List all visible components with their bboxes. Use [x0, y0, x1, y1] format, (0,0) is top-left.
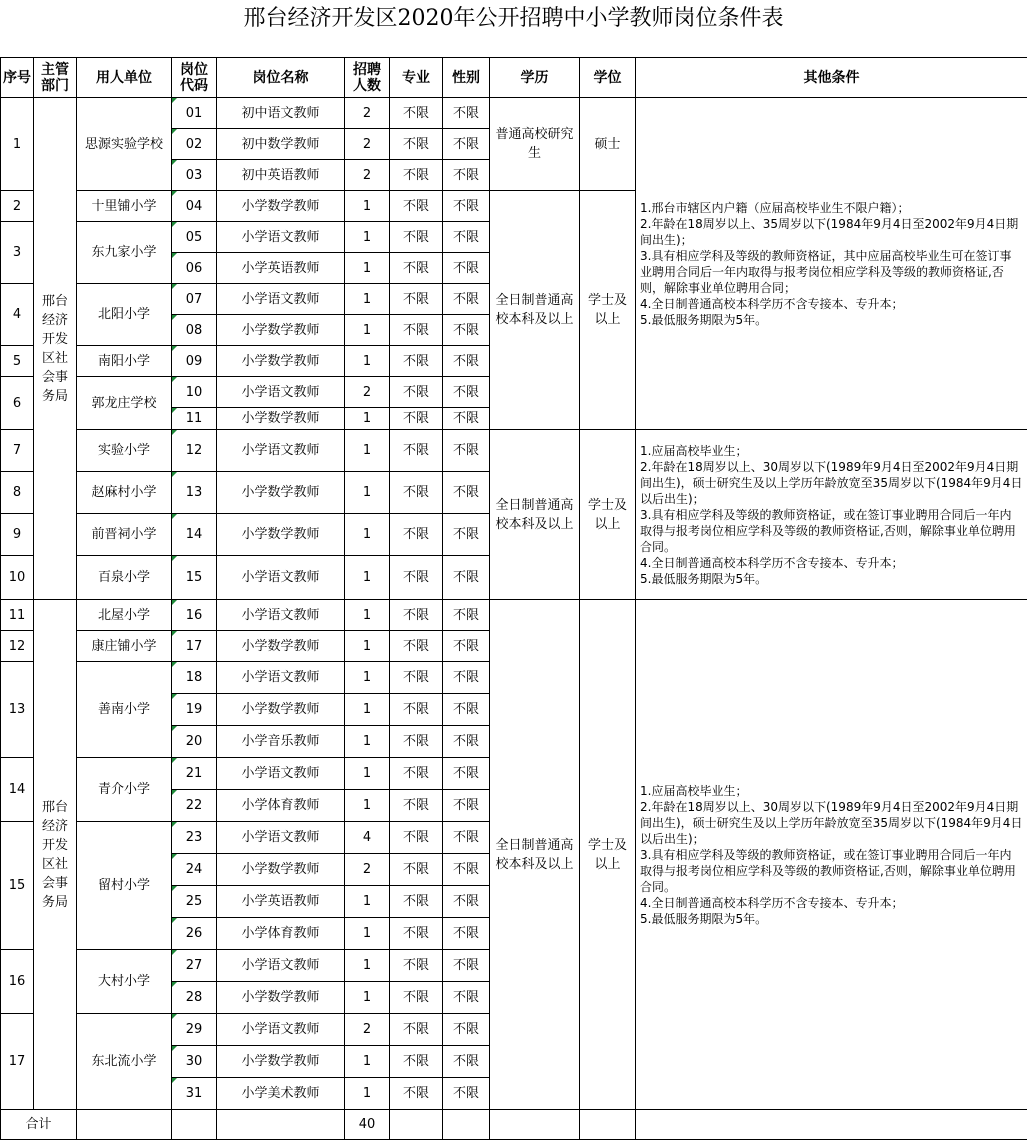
post-gender: 不限 [443, 408, 490, 430]
post-title: 小学数学教师 [217, 472, 345, 514]
post-major: 不限 [390, 1014, 443, 1046]
post-title: 小学体育教师 [217, 790, 345, 822]
header-other: 其他条件 [636, 58, 1027, 98]
post-count: 1 [345, 472, 390, 514]
unit-name: 思源实验学校 [77, 98, 172, 191]
post-title: 小学语文教师 [217, 284, 345, 315]
post-major: 不限 [390, 129, 443, 160]
post-title: 小学体育教师 [217, 918, 345, 950]
dept-name: 邢台经济开发区社会事务局 [34, 98, 77, 600]
unit-name: 十里铺小学 [77, 191, 172, 222]
unit-name: 百泉小学 [77, 556, 172, 600]
condition-line: 1.应届高校毕业生； [640, 443, 748, 458]
post-major: 不限 [390, 726, 443, 758]
post-count: 1 [345, 886, 390, 918]
post-gender: 不限 [443, 191, 490, 222]
condition-line: 4.全日制普通高校本科学历不含专接本、专升本； [640, 296, 904, 311]
post-gender: 不限 [443, 758, 490, 790]
condition-line: 2.年龄在18周岁以上、35周岁以下(1984年9月4日至2002年9月4日期间出生)； [640, 216, 1019, 247]
unit-name: 善南小学 [77, 662, 172, 758]
post-gender: 不限 [443, 790, 490, 822]
post-gender: 不限 [443, 222, 490, 253]
unit-name: 康庄铺小学 [77, 631, 172, 662]
post-title: 小学数学教师 [217, 854, 345, 886]
unit-seq: 16 [1, 950, 34, 1014]
post-count: 2 [345, 1014, 390, 1046]
post-code: 13 [172, 472, 217, 514]
post-count: 1 [345, 1078, 390, 1110]
post-code: 30 [172, 1046, 217, 1078]
group-education: 全日制普通高校本科及以上 [490, 430, 580, 600]
post-count: 1 [345, 662, 390, 694]
post-code: 09 [172, 346, 217, 377]
post-title: 小学语文教师 [217, 822, 345, 854]
total-empty [443, 1110, 490, 1140]
post-major: 不限 [390, 222, 443, 253]
post-title: 小学音乐教师 [217, 726, 345, 758]
post-major: 不限 [390, 662, 443, 694]
post-major: 不限 [390, 408, 443, 430]
post-title: 小学语文教师 [217, 758, 345, 790]
post-count: 1 [345, 726, 390, 758]
post-code: 06 [172, 253, 217, 284]
post-major: 不限 [390, 854, 443, 886]
condition-line: 3.具有相应学科及等级的教师资格证，或在签订事业聘用合同后一年内取得与报考岗位相应学科及等级的教师资格证,否则，解除事业单位聘用合同。 [640, 507, 1016, 554]
post-code: 05 [172, 222, 217, 253]
unit-name: 北阳小学 [77, 284, 172, 346]
table-row [1, 430, 1027, 472]
unit-seq: 8 [1, 472, 34, 514]
recruitment-table [0, 57, 1027, 1140]
unit-name: 大村小学 [77, 950, 172, 1014]
other-conditions [636, 98, 1027, 430]
post-code: 27 [172, 950, 217, 982]
post-code: 23 [172, 822, 217, 854]
post-title: 小学数学教师 [217, 408, 345, 430]
post-count: 1 [345, 600, 390, 631]
unit-seq: 12 [1, 631, 34, 662]
post-gender: 不限 [443, 631, 490, 662]
total-empty [636, 1110, 1027, 1140]
post-code: 02 [172, 129, 217, 160]
post-code: 01 [172, 98, 217, 129]
post-code: 28 [172, 982, 217, 1014]
post-code: 15 [172, 556, 217, 600]
post-major: 不限 [390, 472, 443, 514]
post-gender: 不限 [443, 98, 490, 129]
post-code: 14 [172, 514, 217, 556]
post-title: 小学语文教师 [217, 662, 345, 694]
post-count: 1 [345, 430, 390, 472]
header-dept: 主管部门 [34, 58, 77, 98]
header-seq: 序号 [1, 58, 34, 98]
post-gender: 不限 [443, 430, 490, 472]
post-gender: 不限 [443, 918, 490, 950]
post-gender: 不限 [443, 600, 490, 631]
post-title: 初中语文教师 [217, 98, 345, 129]
header-gender: 性别 [443, 58, 490, 98]
unit-name: 留村小学 [77, 822, 172, 950]
post-major: 不限 [390, 160, 443, 191]
post-gender: 不限 [443, 160, 490, 191]
post-title: 小学语文教师 [217, 222, 345, 253]
post-title: 小学英语教师 [217, 886, 345, 918]
condition-line: 2.年龄在18周岁以上、30周岁以下(1989年9月4日至2002年9月4日期间出生)，硕士研究生及以上学历年龄放宽至35周岁以下(1984年9月4日以后出生)； [640, 459, 1023, 506]
unit-name: 实验小学 [77, 430, 172, 472]
post-code: 04 [172, 191, 217, 222]
table-row [1, 98, 1027, 129]
total-empty [490, 1110, 580, 1140]
other-conditions [636, 600, 1027, 1110]
other-conditions [636, 430, 1027, 600]
group-education: 全日制普通高校本科及以上 [490, 191, 580, 430]
post-title: 小学语文教师 [217, 430, 345, 472]
total-empty [217, 1110, 345, 1140]
post-title: 小学数学教师 [217, 694, 345, 726]
post-title: 小学数学教师 [217, 514, 345, 556]
unit-name: 南阳小学 [77, 346, 172, 377]
group-degree: 硕士 [580, 98, 636, 191]
post-count: 1 [345, 694, 390, 726]
post-major: 不限 [390, 253, 443, 284]
total-row [1, 1110, 1027, 1140]
unit-name: 前晋祠小学 [77, 514, 172, 556]
condition-line: 3.具有相应学科及等级的教师资格证，或在签订事业聘用合同后一年内取得与报考岗位相应学科及等级的教师资格证,否则，解除事业单位聘用合同。 [640, 847, 1016, 894]
table-body [1, 98, 1027, 1110]
total-empty [390, 1110, 443, 1140]
unit-name: 东北流小学 [77, 1014, 172, 1110]
post-gender: 不限 [443, 726, 490, 758]
unit-seq: 10 [1, 556, 34, 600]
post-count: 2 [345, 854, 390, 886]
condition-line: 5.最低服务期限为5年。 [640, 911, 768, 926]
unit-name: 北屋小学 [77, 600, 172, 631]
post-count: 1 [345, 556, 390, 600]
unit-seq: 4 [1, 284, 34, 346]
post-gender: 不限 [443, 1078, 490, 1110]
post-code: 18 [172, 662, 217, 694]
post-title: 小学语文教师 [217, 556, 345, 600]
post-gender: 不限 [443, 377, 490, 408]
header-count: 招聘人数 [345, 58, 390, 98]
post-major: 不限 [390, 982, 443, 1014]
post-code: 08 [172, 315, 217, 346]
post-major: 不限 [390, 1078, 443, 1110]
condition-line: 5.最低服务期限为5年。 [640, 571, 768, 586]
post-count: 1 [345, 758, 390, 790]
post-code: 12 [172, 430, 217, 472]
group-degree: 学士及以上 [580, 600, 636, 1110]
post-gender: 不限 [443, 1046, 490, 1078]
group-degree: 学士及以上 [580, 191, 636, 430]
post-code: 10 [172, 377, 217, 408]
post-count: 4 [345, 822, 390, 854]
unit-seq: 13 [1, 662, 34, 758]
unit-seq: 15 [1, 822, 34, 950]
total-label: 合计 [1, 1110, 77, 1140]
post-major: 不限 [390, 790, 443, 822]
post-gender: 不限 [443, 129, 490, 160]
post-major: 不限 [390, 822, 443, 854]
post-code: 21 [172, 758, 217, 790]
header-major: 专业 [390, 58, 443, 98]
post-gender: 不限 [443, 472, 490, 514]
post-gender: 不限 [443, 346, 490, 377]
condition-line: 4.全日制普通高校本科学历不含专接本、专升本； [640, 895, 904, 910]
post-count: 1 [345, 982, 390, 1014]
post-count: 1 [345, 191, 390, 222]
unit-seq: 17 [1, 1014, 34, 1110]
post-gender: 不限 [443, 315, 490, 346]
post-code: 16 [172, 600, 217, 631]
unit-name: 赵麻村小学 [77, 472, 172, 514]
post-gender: 不限 [443, 854, 490, 886]
post-gender: 不限 [443, 694, 490, 726]
post-gender: 不限 [443, 514, 490, 556]
unit-name: 青介小学 [77, 758, 172, 822]
post-title: 小学语文教师 [217, 377, 345, 408]
condition-line: 3.具有相应学科及等级的教师资格证，其中应届高校毕业生可在签订事业聘用合同后一年内取得与报考岗位相应学科及等级的教师资格证,否则，解除事业单位聘用合同； [640, 248, 1012, 295]
unit-seq: 11 [1, 600, 34, 631]
post-major: 不限 [390, 346, 443, 377]
unit-seq: 3 [1, 222, 34, 284]
post-title: 初中英语教师 [217, 160, 345, 191]
unit-seq: 6 [1, 377, 34, 430]
post-count: 2 [345, 377, 390, 408]
post-gender: 不限 [443, 284, 490, 315]
post-count: 1 [345, 631, 390, 662]
post-major: 不限 [390, 886, 443, 918]
post-major: 不限 [390, 1046, 443, 1078]
post-count: 1 [345, 514, 390, 556]
post-code: 29 [172, 1014, 217, 1046]
post-major: 不限 [390, 758, 443, 790]
post-count: 2 [345, 98, 390, 129]
unit-seq: 1 [1, 98, 34, 191]
post-major: 不限 [390, 600, 443, 631]
post-major: 不限 [390, 556, 443, 600]
header-education: 学历 [490, 58, 580, 98]
total-empty [77, 1110, 172, 1140]
post-title: 小学语文教师 [217, 1014, 345, 1046]
post-gender: 不限 [443, 822, 490, 854]
condition-line: 5.最低服务期限为5年。 [640, 312, 768, 327]
post-count: 1 [345, 918, 390, 950]
header-unit: 用人单位 [77, 58, 172, 98]
post-title: 小学数学教师 [217, 346, 345, 377]
page-title: 邢台经济开发区2020年公开招聘中小学教师岗位条件表 [243, 6, 784, 31]
unit-name: 东九家小学 [77, 222, 172, 284]
post-code: 17 [172, 631, 217, 662]
post-title: 小学美术教师 [217, 1078, 345, 1110]
post-count: 1 [345, 315, 390, 346]
post-gender: 不限 [443, 662, 490, 694]
post-major: 不限 [390, 918, 443, 950]
post-major: 不限 [390, 430, 443, 472]
unit-seq: 9 [1, 514, 34, 556]
post-code: 24 [172, 854, 217, 886]
post-gender: 不限 [443, 253, 490, 284]
post-title: 小学数学教师 [217, 982, 345, 1014]
dept-name: 邢台经济开发区社会事务局 [34, 600, 77, 1110]
post-major: 不限 [390, 694, 443, 726]
post-count: 2 [345, 160, 390, 191]
post-gender: 不限 [443, 1014, 490, 1046]
post-count: 1 [345, 253, 390, 284]
post-title: 小学语文教师 [217, 600, 345, 631]
post-title: 小学数学教师 [217, 191, 345, 222]
post-gender: 不限 [443, 556, 490, 600]
post-count: 1 [345, 950, 390, 982]
post-gender: 不限 [443, 886, 490, 918]
post-count: 1 [345, 408, 390, 430]
post-code: 07 [172, 284, 217, 315]
post-code: 26 [172, 918, 217, 950]
condition-line: 4.全日制普通高校本科学历不含专接本、专升本； [640, 555, 904, 570]
post-code: 31 [172, 1078, 217, 1110]
post-code: 20 [172, 726, 217, 758]
post-count: 1 [345, 790, 390, 822]
post-gender: 不限 [443, 982, 490, 1014]
total-count: 40 [345, 1110, 390, 1140]
unit-seq: 2 [1, 191, 34, 222]
post-major: 不限 [390, 191, 443, 222]
condition-line: 1.应届高校毕业生； [640, 783, 748, 798]
group-education: 普通高校研究生 [490, 98, 580, 191]
condition-line: 1.邢台市辖区内户籍（应届高校毕业生不限户籍）； [640, 200, 910, 215]
post-count: 1 [345, 222, 390, 253]
post-major: 不限 [390, 284, 443, 315]
post-gender: 不限 [443, 950, 490, 982]
unit-name: 郭龙庄学校 [77, 377, 172, 430]
post-title: 小学语文教师 [217, 950, 345, 982]
post-count: 1 [345, 284, 390, 315]
group-degree: 学士及以上 [580, 430, 636, 600]
post-title: 小学数学教师 [217, 631, 345, 662]
post-title: 小学英语教师 [217, 253, 345, 284]
header-row [1, 58, 1027, 98]
post-title: 初中数学教师 [217, 129, 345, 160]
table-row [1, 600, 1027, 631]
post-major: 不限 [390, 514, 443, 556]
post-title: 小学数学教师 [217, 315, 345, 346]
post-count: 1 [345, 346, 390, 377]
header-code: 岗位代码 [172, 58, 217, 98]
post-count: 2 [345, 129, 390, 160]
header-position: 岗位名称 [217, 58, 345, 98]
post-code: 19 [172, 694, 217, 726]
post-major: 不限 [390, 377, 443, 408]
group-education: 全日制普通高校本科及以上 [490, 600, 580, 1110]
post-code: 03 [172, 160, 217, 191]
post-code: 25 [172, 886, 217, 918]
post-major: 不限 [390, 950, 443, 982]
post-major: 不限 [390, 98, 443, 129]
header-degree: 学位 [580, 58, 636, 98]
post-major: 不限 [390, 631, 443, 662]
total-empty [580, 1110, 636, 1140]
total-empty [172, 1110, 217, 1140]
post-title: 小学数学教师 [217, 1046, 345, 1078]
condition-line: 2.年龄在18周岁以上、30周岁以下(1989年9月4日至2002年9月4日期间出生)，硕士研究生及以上学历年龄放宽至35周岁以下(1984年9月4日以后出生)； [640, 799, 1023, 846]
post-code: 22 [172, 790, 217, 822]
post-major: 不限 [390, 315, 443, 346]
unit-seq: 5 [1, 346, 34, 377]
unit-seq: 7 [1, 430, 34, 472]
post-code: 11 [172, 408, 217, 430]
post-count: 1 [345, 1046, 390, 1078]
unit-seq: 14 [1, 758, 34, 822]
